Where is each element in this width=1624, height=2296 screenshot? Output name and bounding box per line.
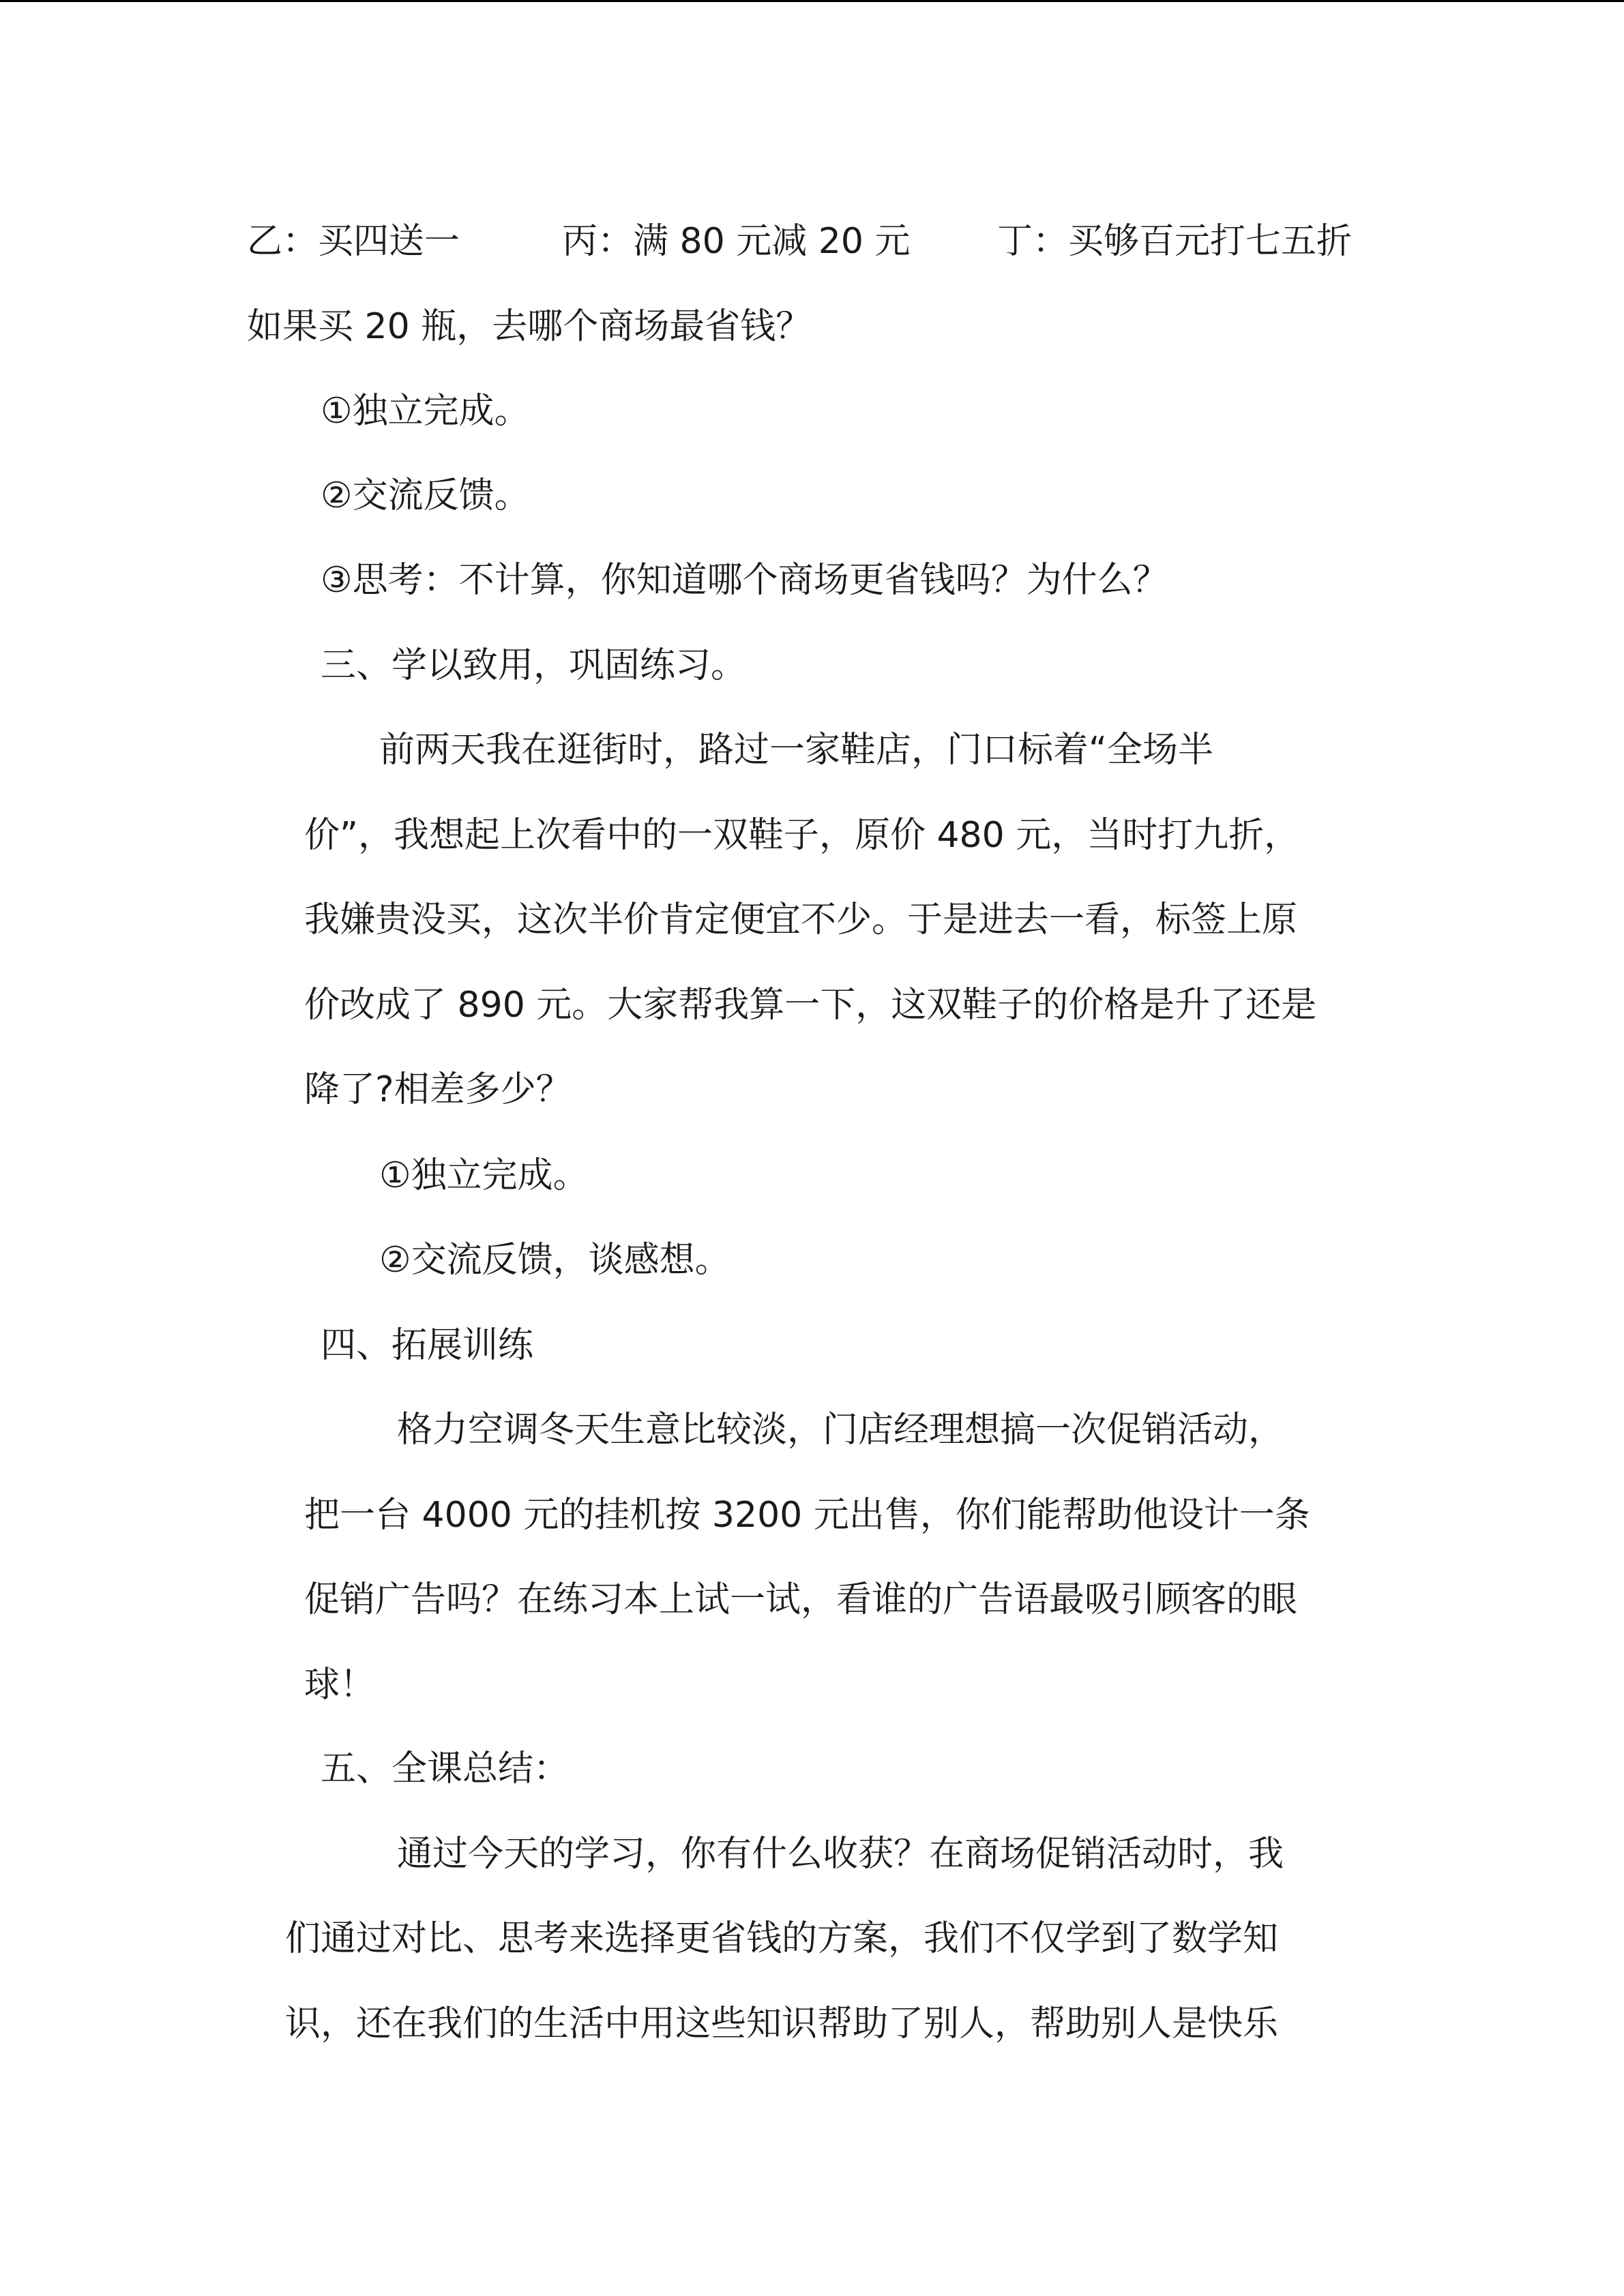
option-ding: 丁：买够百元打七五折 — [997, 221, 1353, 262]
question-line: 如果买 20 瓶，去哪个商场最省钱？ — [247, 306, 812, 347]
option-yi: 乙：买四送一 — [247, 221, 460, 262]
section3-heading: 三、学以致用，巩固练习。 — [321, 645, 747, 686]
section3-line-5: 降了?相差多少？ — [304, 1069, 572, 1110]
section4-heading: 四、拓展训练 — [321, 1325, 534, 1366]
section3-step-2: ②交流反馈，谈感想。 — [379, 1240, 730, 1281]
section5-line-3: 识，还在我们的生活中用这些知识帮助了别人，帮助别人是快乐 — [285, 2003, 1279, 2044]
step-a-2: ②交流反馈。 — [321, 475, 530, 516]
section3-line-2: 价”，我想起上次看中的一双鞋子，原价 480 元，当时打九折， — [304, 815, 1300, 856]
section3-line-3: 我嫌贵没买，这次半价肯定便宜不少。于是进去一看，标签上原 — [304, 899, 1298, 940]
section4-line-1: 格力空调冬天生意比较淡，门店经理想搞一次促销活动， — [397, 1410, 1284, 1450]
section3-line-4: 价改成了 890 元。大家帮我算一下，这双鞋子的价格是升了还是 — [304, 985, 1317, 1026]
section3-step-1: ①独立完成。 — [379, 1155, 589, 1196]
section5-line-2: 们通过对比、思考来选择更省钱的方案，我们不仅学到了数学知 — [285, 1918, 1279, 1959]
step-a-1: ①独立完成。 — [321, 391, 530, 432]
section5-heading: 五、全课总结： — [321, 1748, 570, 1789]
section5-line-1: 通过今天的学习，你有什么收获？在商场促销活动时，我 — [397, 1834, 1284, 1875]
section4-line-4: 球！ — [304, 1665, 376, 1705]
option-bing: 丙：满 80 元减 20 元 — [562, 221, 911, 262]
step-a-3: ③思考：不计算，你知道哪个商场更省钱吗？为什么？ — [321, 560, 1168, 601]
section3-line-1: 前两天我在逛街时，路过一家鞋店，门口标着“全场半 — [379, 730, 1213, 771]
section4-line-2: 把一台 4000 元的挂机按 3200 元出售，你们能帮助他设计一条 — [304, 1495, 1310, 1536]
section4-line-3: 促销广告吗？在练习本上试一试，看谁的广告语最吸引顾客的眼 — [304, 1579, 1298, 1620]
